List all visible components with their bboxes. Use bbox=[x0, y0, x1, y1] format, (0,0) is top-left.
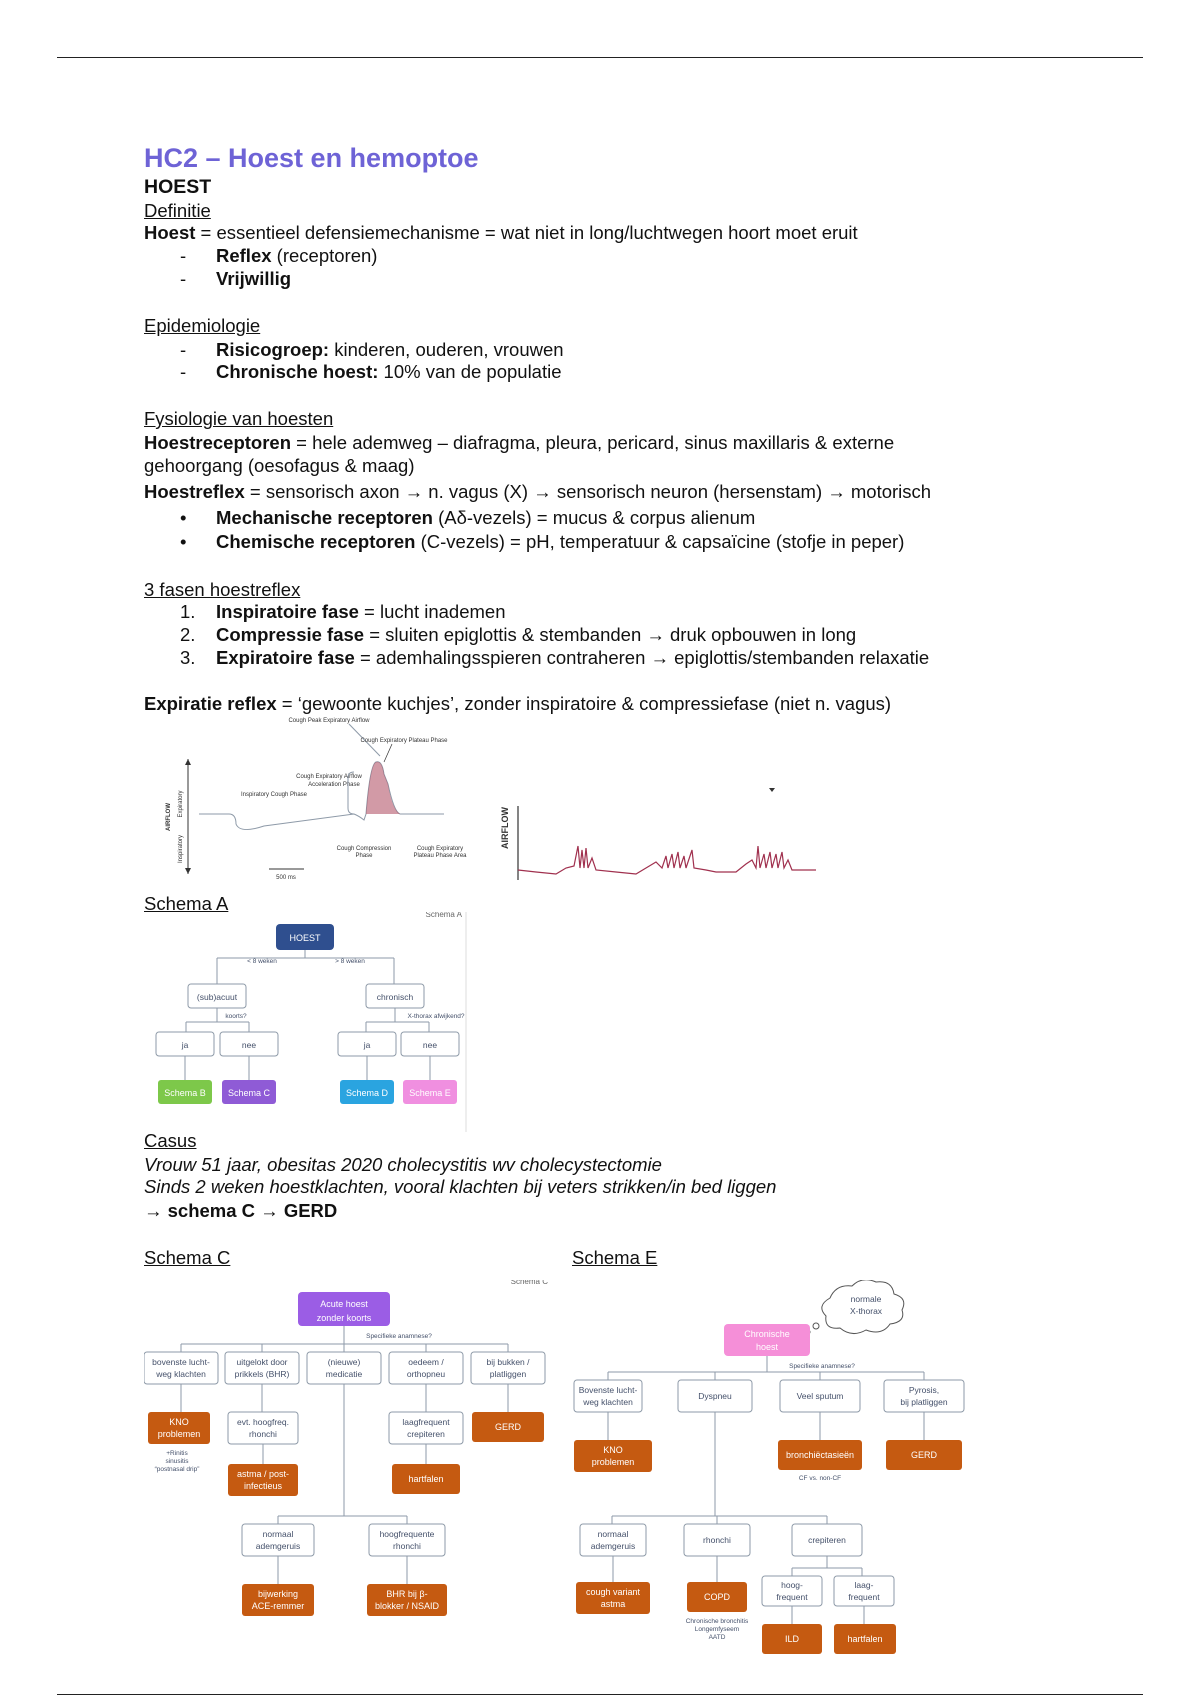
schema-e-heading: Schema E bbox=[572, 1247, 658, 1268]
casus-heading: Casus bbox=[144, 1130, 197, 1151]
list-item: 1. Inspiratoire fase = lucht inademen bbox=[180, 601, 506, 622]
svg-text:hoog-: hoog- bbox=[781, 1580, 803, 1590]
svg-text:ACE-remmer: ACE-remmer bbox=[251, 1601, 305, 1611]
header-rule bbox=[57, 57, 1143, 58]
svg-text:problemen: problemen bbox=[157, 1429, 201, 1439]
cough-airflow-diagram bbox=[144, 714, 484, 884]
svg-text:bij bukken /: bij bukken / bbox=[486, 1357, 530, 1367]
svg-text:infectieus: infectieus bbox=[243, 1481, 283, 1491]
svg-text:X-thorax afwijkend?: X-thorax afwijkend? bbox=[407, 1013, 465, 1020]
svg-text:HOEST: HOEST bbox=[289, 933, 321, 943]
svg-text:CF vs. non-CF: CF vs. non-CF bbox=[798, 1475, 842, 1482]
expiratie-reflex: Expiratie reflex = ‘gewoonte kuchjes’, zonder inspiratoire & compressiefase (niet n. vagus) bbox=[144, 693, 892, 714]
svg-text:Dyspneu: Dyspneu bbox=[698, 1391, 732, 1401]
casus-line-2: Sinds 2 weken hoestklachten, vooral klachten bij veters strikken/in bed liggen bbox=[144, 1176, 777, 1197]
svg-text:Pyrosis,: Pyrosis, bbox=[908, 1385, 940, 1395]
label-area2: Plateau Phase Area bbox=[413, 853, 467, 859]
footer-rule bbox=[57, 1694, 1143, 1695]
svg-text:AATD: AATD bbox=[708, 1634, 726, 1641]
svg-text:crepiteren: crepiteren bbox=[808, 1535, 846, 1545]
svg-text:ja: ja bbox=[363, 1040, 371, 1050]
svg-text:blokker / NSAID: blokker / NSAID bbox=[374, 1601, 440, 1611]
svg-text:cough variant: cough variant bbox=[585, 1587, 641, 1597]
epidemiologie-heading: Epidemiologie bbox=[144, 315, 261, 336]
svg-text:Bovenste lucht-: Bovenste lucht- bbox=[578, 1385, 638, 1395]
svg-text:Specifieke anamnese?: Specifieke anamnese? bbox=[789, 1363, 855, 1370]
label-insp: Inspiratory Cough Phase bbox=[240, 792, 308, 798]
svg-text:< 8 weken: < 8 weken bbox=[247, 958, 277, 965]
svg-text:ILD: ILD bbox=[784, 1634, 800, 1644]
definitie-heading: Definitie bbox=[144, 200, 211, 221]
svg-text:hartfalen: hartfalen bbox=[847, 1634, 883, 1644]
svg-text:laag-: laag- bbox=[854, 1580, 874, 1590]
svg-text:medicatie: medicatie bbox=[325, 1369, 363, 1379]
schema-c-corner: Schema C bbox=[510, 1280, 548, 1286]
svg-text:astma: astma bbox=[600, 1599, 626, 1609]
svg-text:frequent: frequent bbox=[776, 1592, 808, 1602]
svg-text:orthopneu: orthopneu bbox=[406, 1369, 446, 1379]
svg-text:zonder koorts: zonder koorts bbox=[316, 1313, 372, 1323]
label-inspiratory: Inspiratory bbox=[178, 834, 184, 864]
svg-text:problemen: problemen bbox=[591, 1457, 635, 1467]
list-item: • Chemische receptoren (C-vezels) = pH, temperatuur & capsaïcine (stofje in peper) bbox=[180, 531, 905, 552]
svg-text:KNO: KNO bbox=[169, 1417, 189, 1427]
schema-c-diagram bbox=[144, 1280, 550, 1640]
svg-text:bovenste lucht-: bovenste lucht- bbox=[152, 1357, 210, 1367]
svg-text:prikkels (BHR): prikkels (BHR) bbox=[234, 1369, 290, 1379]
svg-text:(sub)acuut: (sub)acuut bbox=[196, 992, 238, 1002]
hoestreflex-text: Hoestreflex = sensorisch axon → n. vagus (X) → sensorisch neuron (hersenstam) → motorisch bbox=[144, 481, 932, 502]
svg-text:Schema E: Schema E bbox=[409, 1088, 451, 1098]
svg-text:platliggen: platliggen bbox=[489, 1369, 527, 1379]
svg-text:bij platliggen: bij platliggen bbox=[900, 1397, 948, 1407]
svg-text:+Rinitis: +Rinitis bbox=[166, 1450, 188, 1457]
schema-c-cats bbox=[144, 1352, 545, 1384]
svg-text:bronchiëctasieën: bronchiëctasieën bbox=[785, 1450, 855, 1460]
svg-text:Chronische: Chronische bbox=[744, 1329, 790, 1339]
label-peak: Cough Peak Expiratory Airflow bbox=[288, 718, 370, 724]
svg-text:hartfalen: hartfalen bbox=[408, 1474, 444, 1484]
label-accel2: Acceleration Phase bbox=[308, 782, 360, 788]
schema-a-diagram bbox=[144, 912, 474, 1132]
svg-text:GERD: GERD bbox=[910, 1450, 938, 1460]
casus-line-1: Vrouw 51 jaar, obesitas 2020 cholecystitis wv cholecystectomie bbox=[144, 1154, 662, 1175]
svg-text:ademgeruis: ademgeruis bbox=[590, 1541, 636, 1551]
svg-text:Specifieke anamnese?: Specifieke anamnese? bbox=[366, 1333, 432, 1340]
definitie-text: Hoest = essentieel defensiemechanisme = wat niet in long/luchtwegen hoort moet eruit bbox=[144, 222, 858, 243]
svg-text:rhonchi: rhonchi bbox=[393, 1541, 421, 1551]
svg-text:KNO: KNO bbox=[603, 1445, 623, 1455]
label-comp1: Cough Compression bbox=[336, 846, 392, 852]
label-area1: Cough Expiratory bbox=[416, 846, 464, 852]
casus-conclusion: → schema C → GERD bbox=[144, 1200, 338, 1221]
svg-text:GERD: GERD bbox=[494, 1422, 522, 1432]
schema-e-diagram bbox=[572, 1280, 968, 1660]
trace-airflow-label: AIRFLOW bbox=[500, 807, 510, 849]
svg-text:normale: normale bbox=[850, 1294, 882, 1304]
svg-text:Chronische bronchitis: Chronische bronchitis bbox=[685, 1618, 749, 1625]
list-item: 3. Expiratoire fase = ademhalingsspieren contraheren → epiglottis/stembanden relaxatie bbox=[180, 647, 930, 668]
svg-text:> 8 weken: > 8 weken bbox=[335, 958, 365, 965]
airflow-trace bbox=[496, 788, 836, 888]
list-item: 2. Compressie fase = sluiten epiglottis & stembanden → druk opbouwen in long bbox=[180, 624, 857, 645]
svg-text:COPD: COPD bbox=[703, 1592, 731, 1602]
label-expiratory: Expiratory bbox=[178, 790, 184, 818]
svg-text:chronisch: chronisch bbox=[376, 992, 414, 1002]
svg-text:Schema D: Schema D bbox=[345, 1088, 389, 1098]
svg-text:laagfrequent: laagfrequent bbox=[402, 1417, 450, 1427]
list-item: • Mechanische receptoren (Aδ-vezels) = mucus & corpus alienum bbox=[180, 507, 756, 528]
fasen-heading: 3 fasen hoestreflex bbox=[144, 579, 301, 600]
svg-text:oedeem /: oedeem / bbox=[408, 1357, 444, 1367]
label-airflow-small: AIRFLOW bbox=[166, 803, 172, 831]
svg-text:(nieuwe): (nieuwe) bbox=[327, 1357, 361, 1367]
svg-text:Longemfyseem: Longemfyseem bbox=[694, 1626, 740, 1633]
svg-text:nee: nee bbox=[422, 1040, 438, 1050]
svg-text:normaal: normaal bbox=[262, 1529, 294, 1539]
receptoren-text-cont: gehoorgang (oesofagus & maag) bbox=[144, 455, 415, 476]
svg-text:Veel sputum: Veel sputum bbox=[796, 1391, 844, 1401]
schema-a-heading: Schema A bbox=[144, 893, 229, 914]
schema-a-corner: Schema A bbox=[425, 912, 462, 919]
svg-text:uitgelokt door: uitgelokt door bbox=[236, 1357, 288, 1367]
svg-text:hoest: hoest bbox=[755, 1342, 779, 1352]
svg-text:weg klachten: weg klachten bbox=[583, 1397, 633, 1407]
list-item: - Reflex (receptoren) bbox=[180, 245, 378, 266]
svg-text:rhonchi: rhonchi bbox=[703, 1535, 731, 1545]
svg-text:rhonchi: rhonchi bbox=[249, 1429, 277, 1439]
fysiologie-heading: Fysiologie van hoesten bbox=[144, 408, 334, 429]
svg-text:sinusitis: sinusitis bbox=[165, 1458, 189, 1465]
label-comp2: Phase bbox=[355, 853, 373, 859]
list-item: - Risicogroep: kinderen, ouderen, vrouwen bbox=[180, 339, 564, 360]
svg-text:ja: ja bbox=[181, 1040, 189, 1050]
label-accel1: Cough Expiratory Airflow bbox=[296, 774, 362, 780]
list-item: - Chronische hoest: 10% van de populatie bbox=[180, 361, 562, 382]
svg-text:Schema C: Schema C bbox=[227, 1088, 271, 1098]
list-item: - Vrijwillig bbox=[180, 268, 292, 289]
svg-text:bijwerking: bijwerking bbox=[257, 1589, 299, 1599]
svg-text:Schema B: Schema B bbox=[164, 1088, 206, 1098]
label-plateau: Cough Expiratory Plateau Phase bbox=[360, 738, 448, 744]
svg-text:frequent: frequent bbox=[848, 1592, 880, 1602]
label-time: 500 ms bbox=[276, 875, 296, 881]
svg-text:X-thorax: X-thorax bbox=[849, 1306, 883, 1316]
svg-text:normaal: normaal bbox=[597, 1529, 629, 1539]
page-title: HC2 – Hoest en hemoptoe bbox=[144, 143, 479, 173]
svg-text:ademgeruis: ademgeruis bbox=[255, 1541, 301, 1551]
svg-text:hoogfrequente: hoogfrequente bbox=[379, 1529, 435, 1539]
schema-c-heading: Schema C bbox=[144, 1247, 231, 1268]
section-heading: HOEST bbox=[144, 176, 212, 198]
svg-text:evt. hoogfreq.: evt. hoogfreq. bbox=[237, 1417, 289, 1427]
svg-text:crepiteren: crepiteren bbox=[407, 1429, 445, 1439]
receptoren-text: Hoestreceptoren = hele ademweg – diafragma, pleura, pericard, sinus maxillaris & externe bbox=[144, 432, 895, 453]
svg-text:“postnasal drip”: “postnasal drip” bbox=[154, 1466, 200, 1473]
svg-text:Acute hoest: Acute hoest bbox=[320, 1299, 368, 1309]
svg-text:weg klachten: weg klachten bbox=[156, 1369, 206, 1379]
svg-text:koorts?: koorts? bbox=[225, 1013, 247, 1020]
svg-text:BHR bij β-: BHR bij β- bbox=[386, 1589, 428, 1599]
svg-text:nee: nee bbox=[241, 1040, 257, 1050]
svg-text:astma / post-: astma / post- bbox=[236, 1469, 290, 1479]
